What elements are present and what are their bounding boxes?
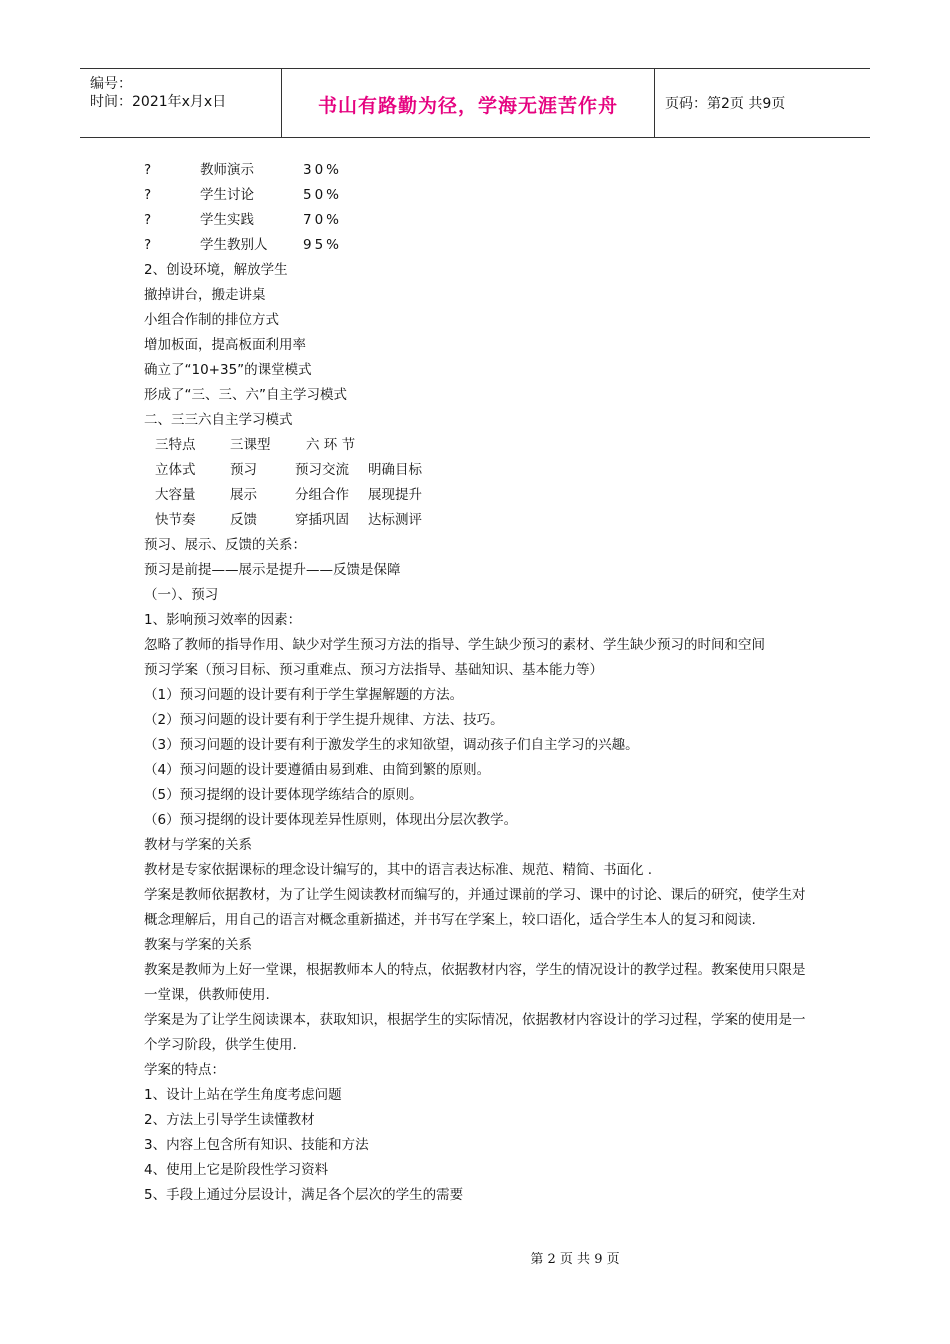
bullet-mark: ? xyxy=(144,212,152,228)
list-item: 3、内容上包含所有知识、技能和方法 xyxy=(144,1137,369,1153)
text-line: 2、创设环境，解放学生 xyxy=(144,262,288,278)
table-cell: 反馈 xyxy=(230,512,257,528)
document-body xyxy=(144,158,812,1208)
table-cell: 分组合作 xyxy=(295,487,349,503)
paragraph: 学案是为了让学生阅读课本，获取知识，根据学生的实际情况，依据教材内容设计的学习过程，学案的使用是一个学习阶段，供学生使用. xyxy=(144,1012,806,1053)
percent-row xyxy=(144,183,812,208)
text-line: 1、影响预习效率的因素： xyxy=(144,612,302,628)
model-table-row xyxy=(144,458,812,483)
header-motto: 书山有路勤为径，学海无涯苦作舟 xyxy=(317,95,618,117)
text-line: 确立了“10+35”的课堂模式 xyxy=(144,362,312,378)
percent-label: 学生讨论 xyxy=(200,187,254,203)
text-line: 教案与学案的关系 xyxy=(144,937,252,953)
list-item: 4、使用上它是阶段性学习资料 xyxy=(144,1162,329,1178)
percent-value: 95% xyxy=(303,237,343,253)
table-cell: 三课型 xyxy=(230,437,271,453)
list-item: （3）预习问题的设计要有利于激发学生的求知欲望，调动孩子们自主学习的兴趣。 xyxy=(144,737,639,753)
percent-label: 教师演示 xyxy=(200,162,254,178)
bullet-mark: ? xyxy=(144,162,152,178)
table-cell: 立体式 xyxy=(155,462,196,478)
model-table-row xyxy=(144,433,812,458)
text-line: 学案的特点： xyxy=(144,1062,225,1078)
text-line: 教材是专家依据课标的理念设计编写的，其中的语言表达标准、规范、精简、书面化 . xyxy=(144,862,653,878)
bullet-mark: ? xyxy=(144,187,152,203)
text-line: 撤掉讲台，搬走讲桌 xyxy=(144,287,266,303)
table-cell: 预习 xyxy=(230,462,257,478)
table-cell: 达标测评 xyxy=(368,512,422,528)
list-item: （4）预习问题的设计要遵循由易到难、由简到繁的原则。 xyxy=(144,762,491,778)
model-table-row xyxy=(144,483,812,508)
percent-row xyxy=(144,158,812,183)
text-line: 预习学案（预习目标、预习重难点、预习方法指导、基础知识、基本能力等） xyxy=(144,662,603,678)
table-cell: 快节奏 xyxy=(155,512,196,528)
percent-row xyxy=(144,208,812,233)
paragraph: 教案是教师为上好一堂课，根据教师本人的特点，依据教材内容，学生的情况设计的教学过程。教案使用只限是一堂课，供教师使用. xyxy=(144,962,806,1003)
table-cell: 三特点 xyxy=(155,437,196,453)
text-line: 形成了“三、三、六”自主学习模式 xyxy=(144,387,347,403)
table-cell: 穿插巩固 xyxy=(295,512,349,528)
paragraph: 学案是教师依据教材，为了让学生阅读教材而编写的，并通过课前的学习、课中的讨论、课后的研究，使学生对概念理解后，用自己的语言对概念重新描述，并书写在学案上，较口语化，适合学生本人的复习和阅读. xyxy=(144,887,806,928)
table-cell: 展示 xyxy=(230,487,257,503)
text-line: 小组合作制的排位方式 xyxy=(144,312,279,328)
percent-value: 70% xyxy=(303,212,343,228)
bullet-mark: ? xyxy=(144,237,152,253)
model-table-row xyxy=(144,508,812,533)
percent-label: 学生实践 xyxy=(200,212,254,228)
percent-label: 学生教别人 xyxy=(200,237,268,253)
text-line: 忽略了教师的指导作用、缺少对学生预习方法的指导、学生缺少预习的素材、学生缺少预习的时间和空间 xyxy=(144,637,765,653)
text-line: 预习、展示、反馈的关系： xyxy=(144,537,306,553)
list-item: 2、方法上引导学生读懂教材 xyxy=(144,1112,315,1128)
section-heading: （一）、预习 xyxy=(144,587,219,603)
list-item: （5）预习提纲的设计要体现学练结合的原则。 xyxy=(144,787,423,803)
percent-value: 50% xyxy=(303,187,343,203)
text-line: 教材与学案的关系 xyxy=(144,837,252,853)
page-footer: 第 2 页 共 9 页 xyxy=(530,1252,620,1267)
header-info-cell xyxy=(80,69,282,137)
section-heading: 二、三三六自主学习模式 xyxy=(144,412,293,428)
table-cell: 六 环 节 xyxy=(306,437,356,453)
document-number-label: 编号： xyxy=(90,76,132,92)
text-line: 增加板面，提高板面利用率 xyxy=(144,337,306,353)
document-time-label: 时间：2021年x月x日 xyxy=(90,94,227,110)
list-item: （2）预习问题的设计要有利于学生提升规律、方法、技巧。 xyxy=(144,712,504,728)
header-motto-cell xyxy=(282,69,655,137)
percent-value: 30% xyxy=(303,162,343,178)
table-cell: 明确目标 xyxy=(368,462,422,478)
table-cell: 大容量 xyxy=(155,487,196,503)
list-item: （1）预习问题的设计要有利于学生掌握解题的方法。 xyxy=(144,687,464,703)
table-cell: 展现提升 xyxy=(368,487,422,503)
percent-row xyxy=(144,233,812,258)
table-cell: 预习交流 xyxy=(295,462,349,478)
list-item: （6）预习提纲的设计要体现差异性原则，体现出分层次教学。 xyxy=(144,812,518,828)
list-item: 1、设计上站在学生角度考虑问题 xyxy=(144,1087,342,1103)
header-page-number: 页码：第2页 共9页 xyxy=(665,96,786,112)
header-page-cell xyxy=(655,69,870,137)
list-item: 5、手段上通过分层设计，满足各个层次的学生的需要 xyxy=(144,1187,464,1203)
text-line: 预习是前提——展示是提升——反馈是保障 xyxy=(144,562,401,578)
page-header xyxy=(80,68,870,138)
